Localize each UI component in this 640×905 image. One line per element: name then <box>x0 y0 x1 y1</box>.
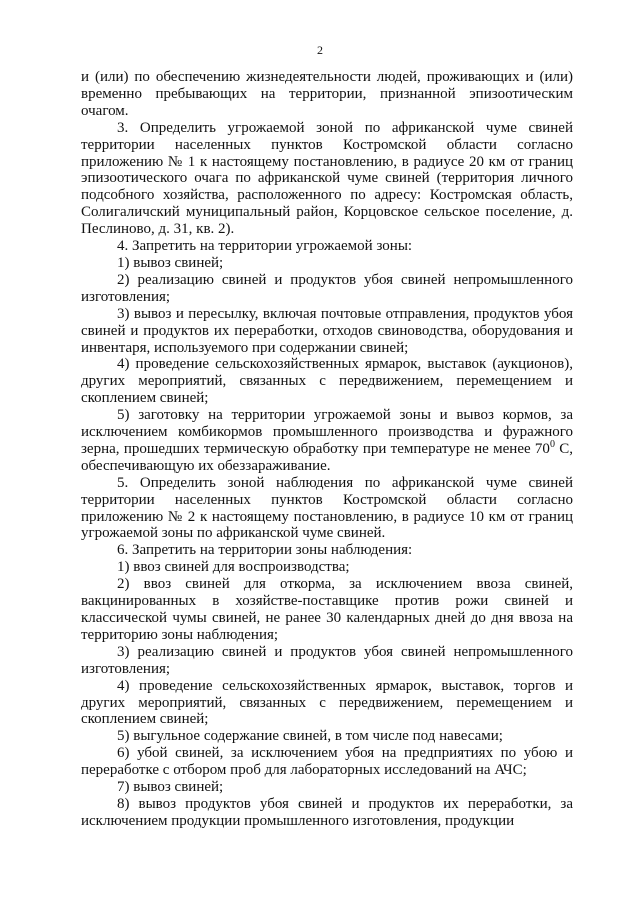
subitem-6-7: 7) вывоз свиней; <box>117 779 224 796</box>
paragraph-item-3: 3. Определить угрожаемой зоной по африканской чуме свиней территории населенных пунктов Костромской области согласно приложению № 1 к настоящему постановлению, в радиусе 20 км от границ эпизоотического очага по африканской чуме свиней (территория личного подсобного хозяйства, расположенного по адресу: Костромская область, Солигаличский муниципальный район, Корцовское сельское поселение, д. Песлиново, д. 31, кв. 2). <box>81 119 573 238</box>
subitem-4-2: 2) реализацию свиней и продуктов убоя свиней непромышленного изготовления; <box>81 271 573 305</box>
subitem-4-5-text: 5) заготовку на территории угрожаемой зоны и вывоз кормов, за исключением комбикормов промышленного производства и фуражного зерна, прошедших термическую обработку при температуре не менее 70 <box>81 407 573 457</box>
paragraph-item-6: 6. Запретить на территории зоны наблюдения: <box>117 542 413 559</box>
subitem-6-3: 3) реализацию свиней и продуктов убоя свиней непромышленного изготовления; <box>81 643 573 677</box>
paragraph-item-5: 5. Определить зоной наблюдения по африканской чуме свиней территории населенных пунктов Костромской области согласно приложению № 2 к настоящему постановлению, в радиусе 10 км от границ угрожаемой зоны по африканской чуме свиней. <box>81 474 573 542</box>
degree-superscript: 0 <box>549 438 555 450</box>
subitem-4-5-tail: С, обеспечивающую их обеззараживание. <box>81 440 573 474</box>
subitem-6-2: 2) ввоз свиней для откорма, за исключением ввоза свиней, вакцинированных в хозяйстве-поставщике против рожи свиней и классической чумы свиней, не ранее 30 календарных дней до дня ввоза на территорию зоны наблюдения; <box>81 576 573 643</box>
document-body <box>81 69 573 830</box>
subitem-6-8: 8) вывоз продуктов убоя свиней и продуктов их переработки, за исключением продукции промышленного изготовления, продукции <box>81 795 573 829</box>
subitem-4-4: 4) проведение сельскохозяйственных ярмарок, выставок (аукционов), других мероприятий, связанных с передвижением, перемещением и скоплением свиней; <box>81 356 573 407</box>
subitem-6-1: 1) ввоз свиней для воспроизводства; <box>117 559 350 576</box>
paragraph-item-4: 4. Запретить на территории угрожаемой зоны: <box>117 238 413 255</box>
subitem-6-4: 4) проведение сельскохозяйственных ярмарок, выставок, торгов и других мероприятий, связанных с передвижением, перемещением и скоплением свиней; <box>81 677 573 728</box>
subitem-4-3: 3) вывоз и пересылку, включая почтовые отправления, продуктов убоя свиней и продуктов их переработки, отходов свиноводства, оборудования и инвентаря, используемого при содержании свиней; <box>81 305 573 356</box>
page-number: 2 <box>317 43 323 57</box>
paragraph-continuation: и (или) по обеспечению жизнедеятельности людей, проживающих и (или) временно пребывающих на территории, признанной эпизоотическим очагом. <box>81 69 573 119</box>
subitem-6-6: 6) убой свиней, за исключением убоя на предприятиях по убою и переработке с отбором проб для лабораторных исследований на АЧС; <box>81 745 573 779</box>
subitem-4-1: 1) вывоз свиней; <box>117 254 224 271</box>
subitem-4-5 <box>81 407 573 475</box>
subitem-6-5: 5) выгульное содержание свиней, в том числе под навесами; <box>117 728 503 745</box>
